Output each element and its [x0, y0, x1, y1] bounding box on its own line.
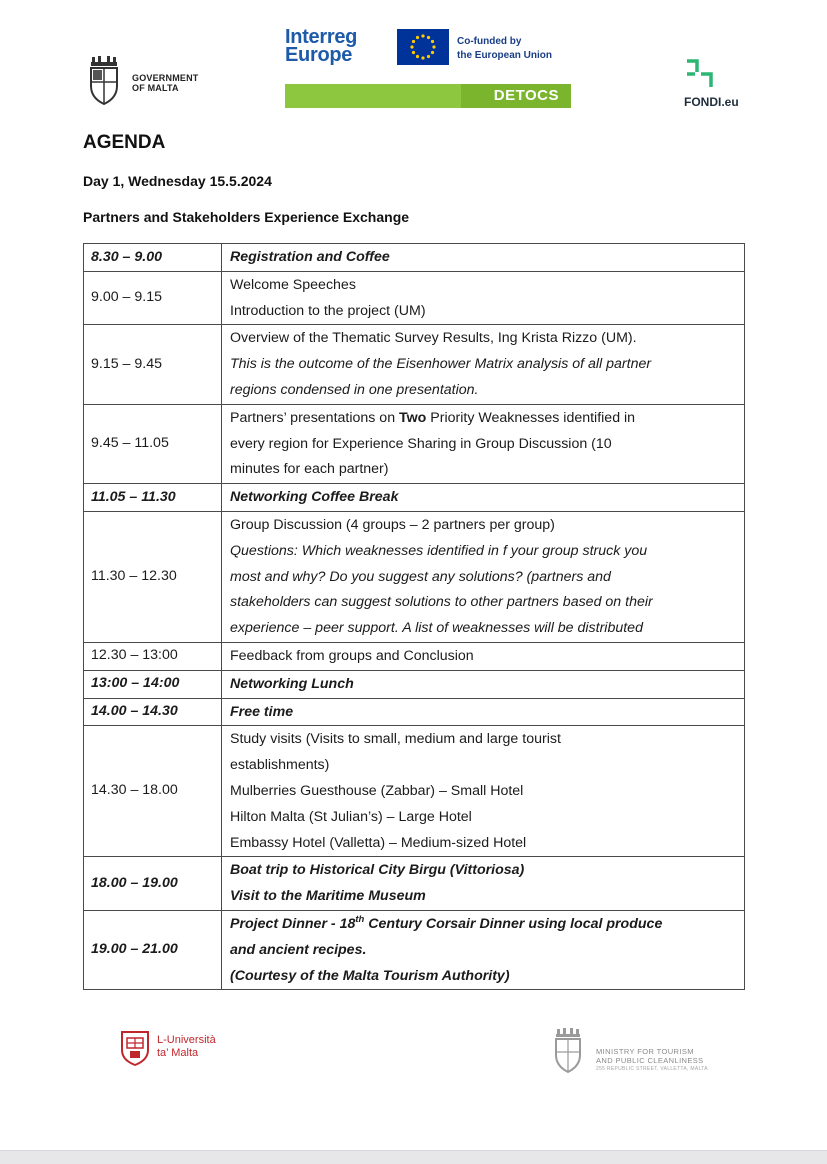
- agenda-text-segment: Overview of the Thematic Survey Results, Ing Krista Rizzo (UM).: [230, 330, 637, 347]
- agenda-time: 9.00 – 9.15: [84, 271, 222, 325]
- agenda-description: [222, 244, 745, 272]
- agenda-description-line: [230, 884, 736, 910]
- eu-star-icon: [421, 56, 424, 59]
- eu-cofunded-text: Co-funded by the European Union: [457, 36, 552, 61]
- agenda-text-segment: Group Discussion (4 groups – 2 partners per group): [230, 516, 555, 533]
- agenda-text-segment: Networking Coffee Break: [230, 489, 399, 506]
- eu-star-icon: [416, 55, 419, 58]
- agenda-text-segment: stakeholders can suggest solutions to other partners based on their: [230, 594, 653, 611]
- agenda-description-line: [230, 644, 736, 670]
- agenda-description-line: [230, 245, 736, 271]
- agenda-description-line: [230, 700, 736, 726]
- agenda-text-segment: Networking Lunch: [230, 675, 354, 692]
- agenda-text-segment: Visit to the Maritime Museum: [230, 888, 426, 905]
- agenda-description: [222, 726, 745, 857]
- agenda-row: [84, 857, 745, 911]
- agenda-description-line: [230, 378, 736, 404]
- agenda-description: [222, 670, 745, 698]
- interreg-europe-text: Interreg Europe: [285, 26, 358, 66]
- agenda-description-line: [230, 299, 736, 325]
- agenda-row: [84, 670, 745, 698]
- eu-star-icon: [421, 34, 424, 37]
- fondi-arrows-icon: [684, 58, 718, 88]
- university-of-malta-text: L-Università ta’ Malta: [157, 1034, 216, 1059]
- agenda-description-line: [230, 938, 736, 964]
- malta-crest-icon: [88, 56, 120, 106]
- agenda-description: [222, 271, 745, 325]
- agenda-description-line: [230, 539, 736, 565]
- agenda-text-segment: Partners’ presentations on: [230, 409, 400, 426]
- agenda-row: [84, 484, 745, 512]
- agenda-text-segment: Embassy Hotel (Valletta) – Medium-sized Hotel: [230, 834, 527, 851]
- agenda-row: [84, 271, 745, 325]
- agenda-description-line: [230, 616, 736, 642]
- agenda-row: [84, 325, 745, 404]
- agenda-time: 14.00 – 14.30: [84, 698, 222, 726]
- agenda-text-segment: Priority Weaknesses identified in: [426, 409, 636, 426]
- ordinal-suffix: th: [355, 913, 365, 925]
- agenda-text-segment: Study visits (Visits to small, medium and large tourist: [230, 731, 561, 748]
- government-of-malta-text: GOVERNMENT OF MALTA: [132, 73, 199, 93]
- agenda-description-line: [230, 352, 736, 378]
- agenda-time: 14.30 – 18.00: [84, 726, 222, 857]
- eu-star-icon: [431, 40, 434, 43]
- agenda-description: [222, 404, 745, 483]
- fondi-eu-logo: [684, 58, 744, 116]
- agenda-time: 8.30 – 9.00: [84, 244, 222, 272]
- agenda-text-segment: and ancient recipes.: [230, 941, 367, 958]
- agenda-text-segment: experience – peer support. A list of weaknesses will be distributed: [230, 620, 643, 637]
- agenda-description-line: [230, 326, 736, 352]
- ministry-address-text: 255 REPUBLIC STREET, VALLETTA, MALTA: [596, 1066, 708, 1072]
- agenda-row: [84, 404, 745, 483]
- eu-star-icon: [410, 45, 413, 48]
- eu-flag-icon: [397, 29, 449, 65]
- agenda-description: [222, 910, 745, 989]
- ministry-for-tourism-logo: [553, 1028, 733, 1078]
- agenda-time: 9.45 – 11.05: [84, 404, 222, 483]
- agenda-text-segment: Mulberries Guesthouse (Zabbar) – Small Hotel: [230, 782, 524, 799]
- agenda-description-line: [230, 565, 736, 591]
- agenda-description-line: [230, 912, 736, 938]
- agenda-description-line: [230, 805, 736, 831]
- eu-star-icon: [431, 51, 434, 54]
- agenda-description: [222, 511, 745, 642]
- agenda-text-segment: most and why? Do you suggest any solutions? (partners and: [230, 568, 611, 585]
- agenda-table: [83, 243, 745, 990]
- detocs-banner: [285, 84, 571, 108]
- agenda-description-line: [230, 964, 736, 990]
- agenda-time: 19.00 – 21.00: [84, 910, 222, 989]
- agenda-description: [222, 857, 745, 911]
- agenda-text-segment: Two: [399, 409, 427, 426]
- eu-star-icon: [432, 45, 435, 48]
- agenda-row: [84, 698, 745, 726]
- agenda-description-line: [230, 457, 736, 483]
- ministry-crest-icon: [553, 1028, 583, 1074]
- university-crest-icon: [120, 1030, 150, 1066]
- eu-star-icon: [412, 40, 415, 43]
- agenda-row: [84, 726, 745, 857]
- agenda-text-segment: Registration and Coffee: [230, 249, 390, 265]
- agenda-description-line: [230, 858, 736, 884]
- agenda-row: [84, 642, 745, 670]
- government-of-malta-logo: [88, 56, 218, 108]
- agenda-text-segment: Introduction to the project (UM): [230, 302, 426, 319]
- agenda-text-segment: Questions: Which weaknesses identified in f your group struck you: [230, 542, 648, 559]
- eu-star-icon: [416, 36, 419, 39]
- agenda-description-line: [230, 406, 736, 432]
- agenda-text-segment: Feedback from groups and Conclusion: [230, 647, 474, 664]
- agenda-row: [84, 244, 745, 272]
- session-subtitle: Partners and Stakeholders Experience Exchange: [83, 209, 410, 225]
- agenda-text-segment: This is the outcome of the Eisenhower Matrix analysis of all partner: [230, 356, 652, 373]
- agenda-time: 11.05 – 11.30: [84, 484, 222, 512]
- agenda-time: 13:00 – 14:00: [84, 670, 222, 698]
- interreg-europe-logo: [285, 26, 575, 112]
- agenda-row: [84, 511, 745, 642]
- agenda-title: AGENDA: [83, 132, 166, 153]
- agenda-text-segment: establishments): [230, 757, 330, 774]
- agenda-description-line: [230, 485, 736, 511]
- agenda-description-line: [230, 273, 736, 299]
- eu-star-icon: [427, 55, 430, 58]
- eu-star-icon: [427, 36, 430, 39]
- agenda-text-segment: Welcome Speeches: [230, 276, 356, 293]
- university-of-malta-logo: [120, 1030, 260, 1070]
- agenda-text-segment: (Courtesy of the Malta Tourism Authority): [230, 967, 510, 984]
- page-bottom-edge: [0, 1150, 827, 1164]
- agenda-description-line: [230, 513, 736, 539]
- agenda-description-line: [230, 672, 736, 698]
- ministry-for-tourism-text: MINISTRY FOR TOURISM AND PUBLIC CLEANLINESS: [596, 1047, 704, 1065]
- agenda-description: [222, 484, 745, 512]
- agenda-text-segment: regions condensed in one presentation.: [230, 381, 479, 398]
- agenda-text-segment: every region for Experience Sharing in Group Discussion (10: [230, 435, 612, 452]
- eu-star-icon: [412, 51, 415, 54]
- fondi-eu-text: FONDI.eu: [684, 95, 739, 109]
- agenda-text-segment: Hilton Malta (St Julian’s) – Large Hotel: [230, 808, 472, 825]
- agenda-row: [84, 910, 745, 989]
- agenda-text-segment: minutes for each partner): [230, 461, 389, 478]
- agenda-description: [222, 642, 745, 670]
- agenda-description-line: [230, 590, 736, 616]
- agenda-time: 18.00 – 19.00: [84, 857, 222, 911]
- agenda-description-line: [230, 432, 736, 458]
- agenda-description-line: [230, 753, 736, 779]
- agenda-text-segment: Century Corsair Dinner using local produce: [364, 915, 663, 932]
- detocs-label: DETOCS: [493, 87, 559, 104]
- day-heading: Day 1, Wednesday 15.5.2024: [83, 173, 272, 189]
- agenda-description-line: [230, 831, 736, 857]
- agenda-text-segment: Free time: [230, 703, 294, 720]
- agenda-table-body: [84, 244, 745, 990]
- agenda-description-line: [230, 727, 736, 753]
- agenda-description: [222, 325, 745, 404]
- agenda-time: 9.15 – 9.45: [84, 325, 222, 404]
- agenda-text-segment: Boat trip to Historical City Birgu (Vittoriosa): [230, 862, 525, 879]
- agenda-description-line: [230, 779, 736, 805]
- agenda-description: [222, 698, 745, 726]
- agenda-time: 11.30 – 12.30: [84, 511, 222, 642]
- agenda-time: 12.30 – 13:00: [84, 642, 222, 670]
- agenda-text-segment: Project Dinner - 18: [230, 915, 356, 932]
